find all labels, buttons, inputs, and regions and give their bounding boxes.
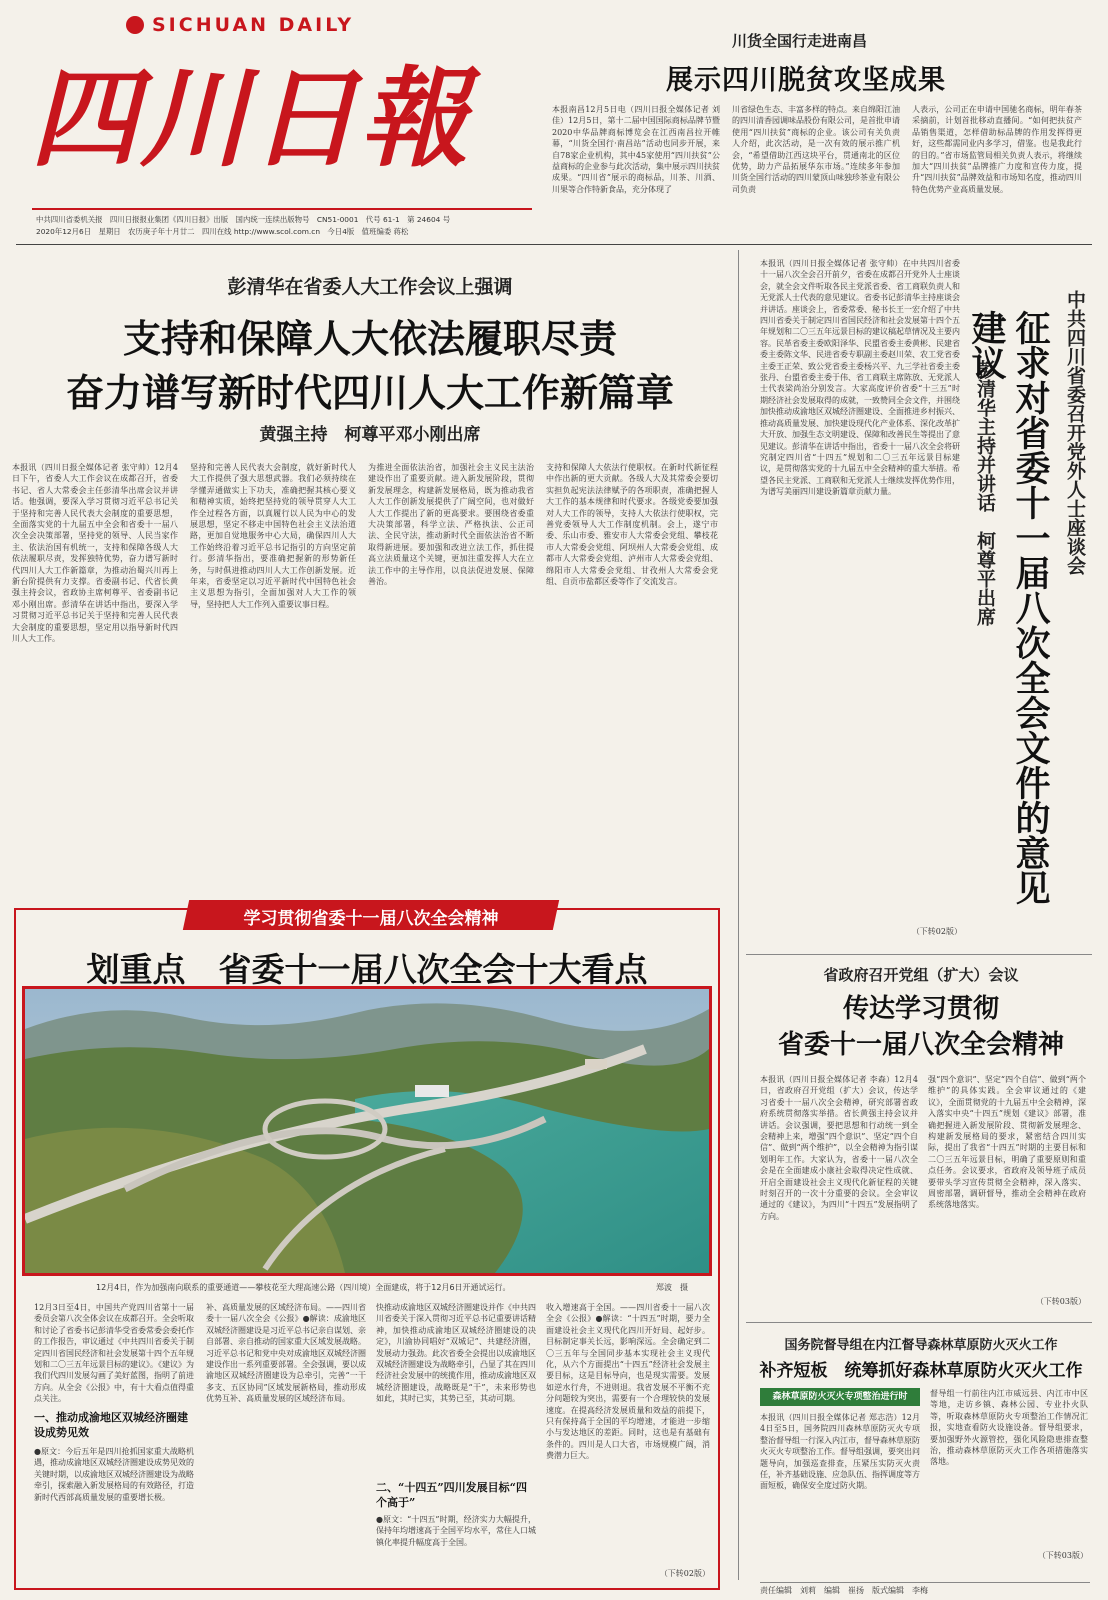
fire-headline: 补齐短板 统筹抓好森林草原防火灭火工作: [759, 1361, 1083, 1381]
masthead-date-line: 2020年12月6日 星期日 农历庚子年十月廿二 四川在线 http://www.scol.com.cn 今日4版 值班编委 蒋松: [36, 227, 409, 236]
lead-col-4: 支持和保障人大依法行使职权。在新时代新征程中作出新的更大贡献。各级人大及其常委会要切实担负起宪法法律赋予的各项职责，准确把握人大工作的基本规律和时代要求。各级党委要加强对人大工作的领导，支持人大依法行使职权，完善党委领导人大工作制度机制。会上，遂宁市委、乐山市委、雅安市人大常委会党组、攀枝花市人大常委会党组、阿坝州人大常委会党组、成都市人大常委会党组、泸州市人大常委会党组、绵阳市人大常委会党组、甘孜州人大常委会党组、自贡市盐都区委等作了交流发言。: [546, 463, 718, 587]
feature-box: [14, 908, 720, 1590]
gov-col-2: 强“四个意识”、坚定“四个自信”、做到“两个维护”的具体实践。全会审议通过的《建议》，全面贯彻党的十九届五中全会精神，深入落实中央“十四五”规划《建议》部署，准确把握进入新发展阶段、贯彻新发展理念、构建新发展格局的要求，紧密结合四川实际，提出了我省“十四五”时期的主要目标和二〇三五年远景目标，明确了重要原则和重点任务。会议要求，省政府及领导班子成员要带头学习宣传贯彻全会精神，深入落实、周密部署，调研督导，推动全会精神在政府系统落地落实。: [928, 1075, 1086, 1210]
feature-point1-title: 一、推动成渝地区双城经济圈建设成势见效: [34, 1411, 188, 1439]
english-name: SICHUAN DAILY: [152, 14, 355, 36]
side-story-body: 本报讯（四川日报全媒体记者 张守帅）在中共四川省委十一届八次全会召开前夕，省委在成都召开党外人士座谈会，就全会文件听取各民主党派省委、省工商联负责人和无党派人士代表的意见建议。省委书记彭清华主持座谈会并讲话。座谈会上，省委常委、秘书长王一宏介绍了中共四川省委关于制定四川省国民经济和社会发展第十四个五年规划和二〇三五年远景目标的建议稿起草情况及主要内容。民革省委主委欧阳泽华、民盟省委主委黄彬、民建省委主委陈文华、民进省委专职副主委赵川荣、农工党省委主委王正荣、致公党省委主委杨兴平、九三学社省委主委张丹、台盟省委主委于伟、省工商联主席陈放、无党派人士代表梁尚治分别发言。大家高度评价省委“十三五”时期经济社会发展取得的成就，一致赞同全会文件，并围绕加快推动成渝地区双城经济圈建设、全面推进乡村振兴、推动高质量发展、加快建设现代化产业体系、深化改革扩大开放、加强生态文明建设、保障和改善民生等提出了意见建议。彭清华在讲话中指出，省委十一届八次全会将研究制定四川省“十四五”规划和二〇三五年远景目标建议，是贯彻落实党的十九届五中全会精神的重大举措。希望各民主党派、工商联和无党派人士继续发挥优势作用，为谱写美丽四川建设新篇章贡献力量。: [760, 259, 960, 497]
toll-station: [415, 1085, 449, 1097]
fire-tag: 森林草原防火灭火专项整治进行时: [760, 1388, 920, 1406]
sichuan-daily-emblem-icon: [126, 16, 144, 34]
fire-col-2: 督导组一行前往内江市威远县、内江市中区等地，走访乡镇、森林公园、专业扑火队等，听取森林草原防火专项整治工作情况汇报，实地查看防火设施设备。督导组要求，要加强野外火源管控，强化风险隐患排查整治，推动森林草原防灭火工作各项措施落实落地。: [930, 1389, 1088, 1467]
feature-photo-frame: [22, 986, 712, 1276]
top-story-col-3: 人表示，公司正在申请中国驰名商标，明年春茶采摘前，计划首批移动直播间。“如何把扶贫产品销售渠道，怎样借助标品牌的作用发挥得更好，这些都需同业内多学习，借鉴。也是我此行的目的。”省市场监管局相关负责人表示，将继续加大“四川扶贫”品牌推广力度和宣传力度，提升“四川扶贫”品牌效益和市场知名度，推动四川特色优势产业高质量发展。: [912, 105, 1082, 194]
gov-headline-2: 省委十一届八次全会精神: [777, 1030, 1064, 1060]
feature-point2-title: 二、“十四五”四川发展目标“四个高于”: [376, 1481, 527, 1509]
lead-kicker: 彭清华在省委人大工作会议上强调: [227, 276, 513, 298]
masthead-divider: [32, 208, 532, 210]
feature-photo-caption: 12月4日，作为加强南向联系的重要通道——攀枝花至大理高速公路（四川境）全面建成，将于12月6日开通试运行。: [96, 1283, 511, 1292]
gov-story: [746, 958, 1096, 1318]
side-story-more: （下转02版）: [911, 927, 962, 936]
fire-more: （下转03版）: [1037, 1551, 1088, 1560]
fire-col-1: 本报讯（四川日报全媒体记者 郑志浩）12月4日至5日，国务院四川森林草原防灭火专项整治督导组一行深入内江市，督导森林草原防火灭火专项整治工作。督导组强调，要突出问题导向，加强巡查排查，压紧压实防灭火责任，补齐基础设施、应急队伍、指挥调度等方面短板，确保安全度过防火期。: [760, 1413, 920, 1491]
top-story-headline: 展示四川脱贫攻坚成果: [666, 65, 946, 96]
feature-intro: 12月3日至4日，中国共产党四川省第十一届委员会第八次全体会议在成都召开。全会听取和讨论了省委书记彭清华受省委常委会委托作的工作报告，审议通过《中共四川省委关于制定四川省国民经济和社会发展第十四个五年规划和二〇三五年远景目标的建议》。《建议》为我们代四川发展勾画了美好蓝图，指明了前进方向。从全会《公报》中，有十大看点值得重点关注。: [34, 1303, 194, 1404]
highway-photo: [25, 989, 709, 1273]
feature-point2-body: ●原文：“十四五”时期，经济实力大幅提升，保持年均增速高于全国平均水平，常住人口城镇化率提升幅度高于全国。: [376, 1515, 536, 1547]
top-story-kicker: 川货全国行走进南昌: [732, 32, 868, 50]
feature-photo-credit: 郑波 摄: [656, 1283, 688, 1292]
gov-more: （下转03版）: [1035, 1297, 1086, 1306]
gov-kicker: 省政府召开党组（扩大）会议: [823, 966, 1019, 984]
fire-divider: [746, 1322, 1092, 1323]
feature-col-4: 收入增速高于全国。——四川省委十一届八次全会《公报》●解读：“十四五”时期，要力全面建设社会主义现代化四川开好局、起好步。目标制定事关长远，影响深远。全会确定到二〇三五年与全国同步基本实现社会主义现代化，从六个方面提出“十四五”经济社会发展主要目标，这是目标导向，也是现实需要。发展如逆水行舟，不进则退。我省发展不平衡不充分问题较为突出，需要有一个合理较快的发展速度。在提高经济发展质量和效益的前提下，只有保持高于全国的平均增速，才能进一步缩小与发达地区的差距。同时，这也是有基础有条件的。四川是人口大省，市场规模广阔，消费潜力巨大。: [546, 1303, 710, 1461]
feature-banner-text: 学习贯彻省委十一届八次全会精神: [243, 909, 499, 929]
feature-point1-body: ●原文：今后五年是四川抢抓国家重大战略机遇，推动成渝地区双城经济圈建设成势见效的关键时期，以成渝地区双城经济圈建设为战略牵引，探索融入新发展格局的有效路径，打造新时代西部高质量发展的重要增长极。: [34, 1447, 194, 1502]
side-story: [746, 250, 1096, 950]
building: [585, 1059, 607, 1069]
fire-kicker: 国务院督导组在内江督导森林草原防火灭火工作: [784, 1338, 1058, 1353]
masthead-pub-line: 中共四川省委机关报 四川日报报业集团《四川日报》出版 国内统一连续出版物号 CN51-0001 代号 61-1 第 24604 号: [36, 215, 451, 224]
page-footer: 责任编辑 刘莉 编辑 崔扬 版式编辑 李梅: [760, 1582, 1090, 1596]
lead-story: [12, 250, 728, 900]
feature-col-2: 补、高质量发展的区域经济布局。——四川省委十一届八次全会《公报》●解读：成渝地区双城经济圈建设是习近平总书记亲自谋划、亲自部署、亲自推动的国家重大区域发展战略。习近平总书记和党中央对成渝地区双城经济圈建设作出一系列重要部署。全会强调，要以成渝地区双城经济圈建设为总牵引，完善“一干多支、五区协同”区域发展新格局，推动形成优势互补、高质量发展的区域经济布局。: [206, 1303, 366, 1404]
lead-subhead: 黄强主持 柯尊平邓小刚出席: [259, 425, 481, 445]
top-story-col-2: 川省绿色生态、丰富多样的特点。来自绵阳江油的四川清香园调味品股份有限公司，是首批申请使用“四川扶贫”商标的企业。该公司有关负责人介绍，此次活动，是一次有效的展示推广机会，“希望借助江西这块平台，贯通南北的区位优势，助力产品拓展华东市场。”连续多年参加川货全国行活动的四川蒙顶山味独珍茶业有限公司负责: [732, 105, 900, 194]
column-divider-right: [738, 250, 739, 1580]
side-story-headline: 征求对省委十一届八次全会文件的意见建议: [966, 310, 1051, 905]
side-story-kicker: 中共四川省委召开党外人士座谈会: [1064, 290, 1086, 575]
fire-story: [746, 1326, 1096, 1576]
gov-divider: [746, 954, 1092, 955]
gov-col-1: 本报讯（四川日报全媒体记者 李森）12月4日，省政府召开党组（扩大）会议，传达学习省委十一届八次全会精神，研究部署省政府系统贯彻落实举措。省长黄强主持会议并讲话。会议强调，要把思想和行动统一到全会精神上来，增强“四个意识”、坚定“四个自信”、做到“两个维护”，以全会精神为指引谋划明年工作。大家认为，省委十一届八次全会是在全面建成小康社会取得决定性成就、开启全面建设社会主义现代化新征程的关键时刻召开的一次十分重要的会议。全会审议通过的《建议》，为四川“十四五”发展指明了方向。: [760, 1075, 918, 1221]
gov-headline-1: 传达学习贯彻: [842, 994, 999, 1024]
top-story-col-1: 本报南昌12月5日电（四川日报全媒体记者 刘佳）12月5日，第十二届中国国际商标品牌节暨2020中华品牌商标博览会在江西南昌拉开帷幕，“川货全国行·南昌站”活动也同步开展，来自78家企业机构，其中45家使用“四川扶贫”公益商标的企业参与此次活动，集中展示四川扶贫成果。“四川省”展示的商标品，川茶、川酒、川果等合作特新食品，充分体现了: [552, 105, 720, 194]
top-story: [552, 8, 1092, 240]
side-story-subhead: 彭清华主持并讲话 柯尊平出席: [974, 360, 996, 626]
masthead-logo: 四川日報: [30, 56, 471, 182]
lead-headline-1: 支持和保障人大依法履职尽责: [122, 316, 617, 361]
lead-headline-2: 奋力谱写新时代四川人大工作新篇章: [65, 370, 674, 415]
section-divider-top: [16, 244, 1092, 245]
lead-col-1: 本报讯（四川日报全媒体记者 张守帅）12月4日下午，省委人大工作会议在成都召开，省委书记、省人大常委会主任彭清华出席会议并讲话。他强调，要深入学习贯彻习近平总书记关于坚持和完善人民代表大会制度的重要思想，全面落实党的十九届五中全会和省委十一届八次全会决策部署，坚持党的领导、人民当家作主、依法治国有机统一，支持和保障各级人大依法履职尽责，发挥独特优势，奋力谱写新时代四川人大工作新篇章，为推动治蜀兴川再上新台阶提供有力支撑。省委副书记、代省长黄强主持会议，省政协主席柯尊平、省委副书记邓小刚出席。彭清华在讲话中指出，要深入学习贯彻习近平总书记关于坚持和完善人民代表大会制度的重要思想，坚定用以指导新时代四川人大工作。: [12, 463, 178, 644]
lead-col-2: 坚持和完善人民代表大会制度，就好新时代人大工作提供了强大思想武器。我们必须持续在学懂弄通做实上下功夫，准确把握其核心要义和精神实质，始终把坚持党的领导贯穿人大工作全过程各方面，以真履行以人民为中心的发展思想，坚定不移走中国特色社会主义法治道路，更加自觉地服务中心大局，确保四川人大工作始终沿着习近平总书记指引的方向坚定前行。彭清华指出，要准确把握新的形势新任务，与时俱进推动四川人大工作创新发展。近年来，省委坚定以习近平新时代中国特色社会主义思想为指引，全面加强对人大工作的领导，坚持把人大工作列入重要议事日程。: [190, 463, 356, 609]
feature-col-3-top: 快推动成渝地区双城经济圈建设并作《中共四川省委关于深入贯彻习近平总书记重要讲话精神，加快推动成渝地区双城经济圈建设的决定》，川渝协同唱好“双城记”、共建经济圈，发展动力强劲。此次省委全会提出以成渝地区双城经济圈建设为战略牵引，凸显了其在四川经济社会发展中的统揽作用，推动成渝地区双城经济圈建设，战略既是“干”，未来形势也如此，其时已实，其势已至，其动可期。: [376, 1303, 536, 1404]
masthead: [0, 0, 540, 240]
feature-col-4-more: （下转02版）: [659, 1569, 710, 1578]
feature-headline: 划重点 省委十一届八次全会十大看点: [86, 950, 648, 989]
lead-col-3: 为推进全面依法治省，加强社会主义民主法治建设作出了重要贡献。进入新发展阶段，贯彻新发展理念，构建新发展格局，既为推动我省人大工作创新发展提供了广阔空间，也对做好人大工作提出了新的更高要求。要围绕省委重大决策部署，科学立法、严格执法、公正司法、全民守法，推动新时代全面依法治省不断取得新进展。要加强和改进立法工作，抓住提高立法质量这个关键，更加注重发挥人大在立法工作中的主导作用，以良法促进发展、保障善治。: [368, 463, 534, 587]
